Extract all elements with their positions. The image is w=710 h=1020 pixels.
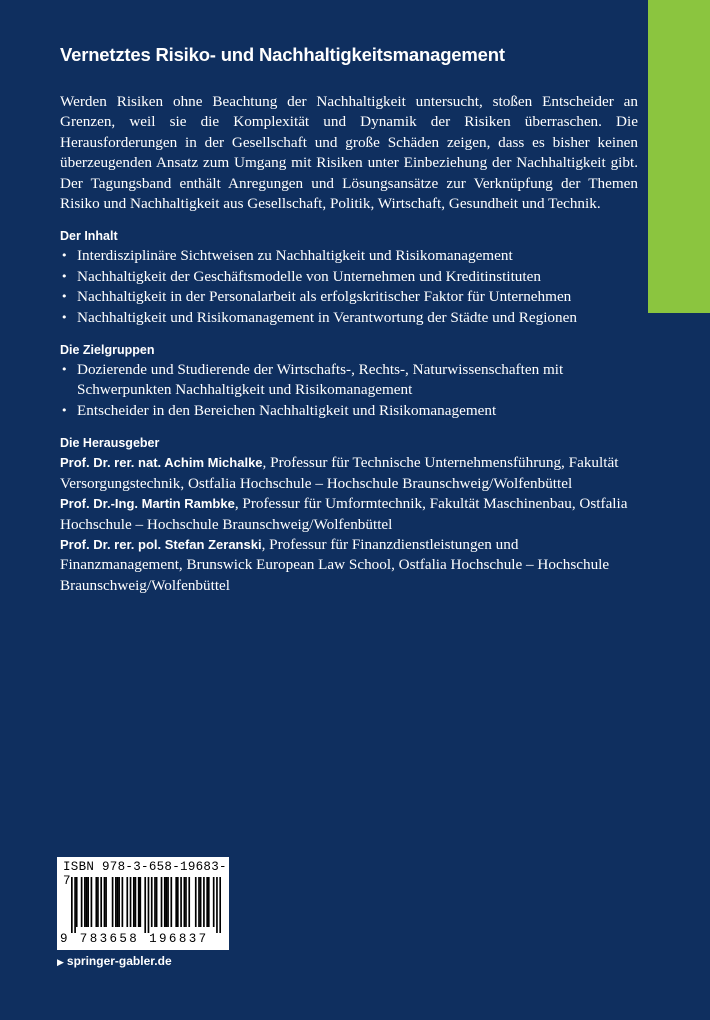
barcode-bar	[97, 877, 99, 927]
barcode-bar	[166, 877, 168, 927]
editor-name: Prof. Dr. rer. pol. Stefan Zeranski	[60, 536, 262, 552]
barcode-bar	[100, 877, 102, 927]
editors-list	[60, 453, 638, 596]
barcode-bar	[115, 877, 117, 927]
barcode-bar	[164, 877, 166, 927]
barcode-bar	[219, 877, 221, 933]
barcode-bar	[195, 877, 197, 927]
back-cover-content	[60, 42, 638, 596]
barcode-bars	[71, 877, 221, 933]
barcode-bar	[170, 877, 172, 927]
barcode-bar	[84, 877, 86, 927]
barcode-bar	[122, 877, 124, 927]
barcode-bar	[130, 877, 132, 927]
barcode-bar	[156, 877, 158, 927]
barcode-bar	[185, 877, 187, 927]
barcode-bar	[74, 877, 76, 933]
section-heading-inhalt: Der Inhalt	[60, 229, 118, 244]
barcode-bar	[180, 877, 182, 927]
barcode-bar	[148, 877, 150, 933]
barcode-bar	[184, 877, 186, 927]
barcode-bar	[117, 877, 119, 927]
barcode-bar	[203, 877, 205, 927]
intro-paragraph: Werden Risiken ohne Beachtung der Nachhaltigkeit untersucht, stoßen Entscheider an Grenzen, weil sie die Komplexität und Dynamik der Risiken überraschen. Die Herausforderungen in der Gesellschaft und große Schäden zeigen, dass es bisher keinen überzeugenden Ansatz zum Umgang mit Risiken unter Einbeziehung der Nachhaltigkeit gibt. Der Tagungsband enthält Anregungen und Lösungsansätze zur Verknüpfung der Themen Risiko und Nachhaltigkeit aus Gesellschaft, Politik, Wirtschaft, Gesundheit und Technik.	[60, 93, 638, 213]
barcode-bar	[91, 877, 93, 927]
barcode-bar	[112, 877, 114, 927]
barcode-bar	[198, 877, 200, 927]
barcode-bar	[138, 877, 140, 927]
barcode-bar	[213, 877, 215, 927]
barcode-bar	[118, 877, 120, 927]
inhalt-list	[60, 246, 638, 328]
website-link[interactable]: springer-gabler.de	[66, 954, 172, 968]
section-heading-zielgruppen: Die Zielgruppen	[60, 343, 155, 358]
barcode-bar	[188, 877, 190, 927]
editor-entry	[60, 453, 638, 494]
barcode-bar	[206, 877, 208, 927]
barcode-bar	[167, 877, 169, 927]
barcode-bar	[105, 877, 107, 927]
barcode-bar	[144, 877, 146, 933]
isbn-label: ISBN 978-3-658-19683-7	[63, 860, 227, 888]
editor-entry	[60, 494, 638, 535]
arrow-right-icon: ▶	[57, 957, 64, 967]
zielgruppen-list	[60, 360, 638, 421]
list-item: • Entscheider in den Bereichen Nachhaltigkeit und Risikomanagement	[60, 401, 638, 421]
editor-description: , Professur für Technische Unternehmensführung, Fakultät Versorgungstechnik, Ostfalia Hochschule – Hochschule Braunschweig/Wolfenbüttel	[60, 454, 619, 492]
barcode-bar	[177, 877, 179, 927]
barcode-bar	[200, 877, 202, 927]
section-heading-herausgeber: Die Herausgeber	[60, 436, 160, 451]
list-item: • Interdisziplinäre Sichtweisen zu Nachhaltigkeit und Risikomanagement	[60, 246, 638, 266]
editor-name: Prof. Dr.-Ing. Martin Rambke	[60, 496, 235, 512]
barcode-bar	[95, 877, 97, 927]
barcode-bar	[104, 877, 106, 927]
editor-description: , Professur für Umformtechnik, Fakultät Maschinenbau, Ostfalia Hochschule – Hochschule Braunschweig/Wolfenbüttel	[60, 495, 628, 533]
barcode-bar	[135, 877, 137, 927]
barcode-bar	[216, 877, 218, 933]
barcode-bar	[151, 877, 153, 927]
barcode-bar	[81, 877, 83, 927]
list-item: • Dozierende und Studierende der Wirtschafts-, Rechts-, Naturwissenschaften mit Schwerpunkten Nachhaltigkeit und Risikomanagement	[60, 360, 638, 401]
green-accent-bar	[648, 0, 710, 313]
list-item: • Nachhaltigkeit in der Personalarbeit als erfolgskritischer Faktor für Unternehmen	[60, 287, 638, 307]
isbn-barcode	[57, 857, 229, 950]
barcode-bar	[76, 877, 78, 927]
barcode-bar	[154, 877, 156, 927]
editor-entry	[60, 535, 638, 596]
barcode-bar	[175, 877, 177, 927]
barcode-bar	[87, 877, 89, 927]
barcode-digits: 9 783658 196837	[60, 932, 209, 946]
editor-name: Prof. Dr. rer. nat. Achim Michalke	[60, 455, 263, 471]
barcode-bar	[161, 877, 163, 927]
list-item: • Nachhaltigkeit der Geschäftsmodelle von Unternehmen und Kreditinstituten	[60, 267, 638, 287]
book-title: Vernetztes Risiko- und Nachhaltigkeitsmanagement	[60, 44, 505, 65]
editor-description: , Professur für Finanzdienstleistungen und Finanzmanagement, Brunswick European Law School, Ostfalia Hochschule – Hochschule Braunschweig/Wolfenbüttel	[60, 535, 610, 594]
barcode-bar	[126, 877, 128, 927]
barcode-bar	[133, 877, 135, 927]
publisher-website[interactable]	[57, 954, 172, 968]
barcode-bar	[208, 877, 210, 927]
barcode-bar	[139, 877, 141, 927]
barcode-bar	[71, 877, 73, 933]
list-item: • Nachhaltigkeit und Risikomanagement in Verantwortung der Städte und Regionen	[60, 308, 638, 328]
barcode-bar	[86, 877, 88, 927]
